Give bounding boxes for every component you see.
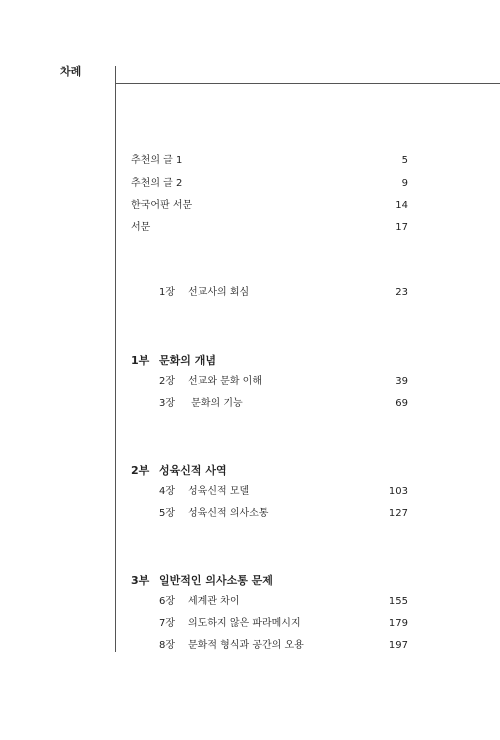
chapter-number: 5장: [159, 508, 176, 519]
chapter-page: 197: [388, 640, 408, 651]
toc-heading: 차례: [60, 65, 82, 78]
entry-page: 5: [401, 155, 408, 166]
chapter-number: 8장: [159, 640, 176, 651]
chapter-page: 155: [388, 596, 408, 607]
chapter-number: 7장: [159, 618, 176, 629]
chapter-title: 문화의 기능: [188, 398, 243, 409]
entry-title: 추천의 글 2: [131, 178, 183, 189]
chapter-title: 의도하지 않은 파라메시지: [188, 618, 301, 629]
chapter-page: 103: [388, 486, 408, 497]
entry-title: 한국어판 서문: [131, 200, 193, 211]
chapter-page: 69: [395, 398, 408, 409]
chapter-title: 성육신적 의사소통: [188, 508, 269, 519]
chapter-title: 문화적 형식과 공간의 오용: [188, 640, 304, 651]
entry-page: 14: [395, 200, 408, 211]
margin-rule: [115, 66, 116, 652]
header-rule: [115, 83, 500, 84]
part-title: 문화의 개념: [159, 354, 216, 367]
entry-page: 9: [401, 178, 408, 189]
chapter-number: 2장: [159, 376, 176, 387]
part-title: 일반적인 의사소통 문제: [159, 574, 273, 587]
chapter-title: 선교사의 회심: [188, 287, 250, 298]
chapter-number: 6장: [159, 596, 176, 607]
chapter-page: 179: [388, 618, 408, 629]
chapter-number: 3장: [159, 398, 176, 409]
chapter-page: 39: [395, 376, 408, 387]
part-number: 1부: [131, 354, 150, 367]
chapter-title: 세계관 차이: [188, 596, 240, 607]
entry-title: 서문: [131, 222, 151, 233]
part-number: 2부: [131, 464, 150, 477]
entry-page: 17: [395, 222, 408, 233]
chapter-page: 23: [395, 287, 408, 298]
chapter-title: 성육신적 모델: [188, 486, 250, 497]
entry-title: 추천의 글 1: [131, 155, 183, 166]
chapter-number: 1장: [159, 287, 176, 298]
chapter-number: 4장: [159, 486, 176, 497]
part-number: 3부: [131, 574, 150, 587]
chapter-title: 선교와 문화 이해: [188, 376, 262, 387]
part-title: 성육신적 사역: [159, 464, 227, 477]
chapter-page: 127: [388, 508, 408, 519]
